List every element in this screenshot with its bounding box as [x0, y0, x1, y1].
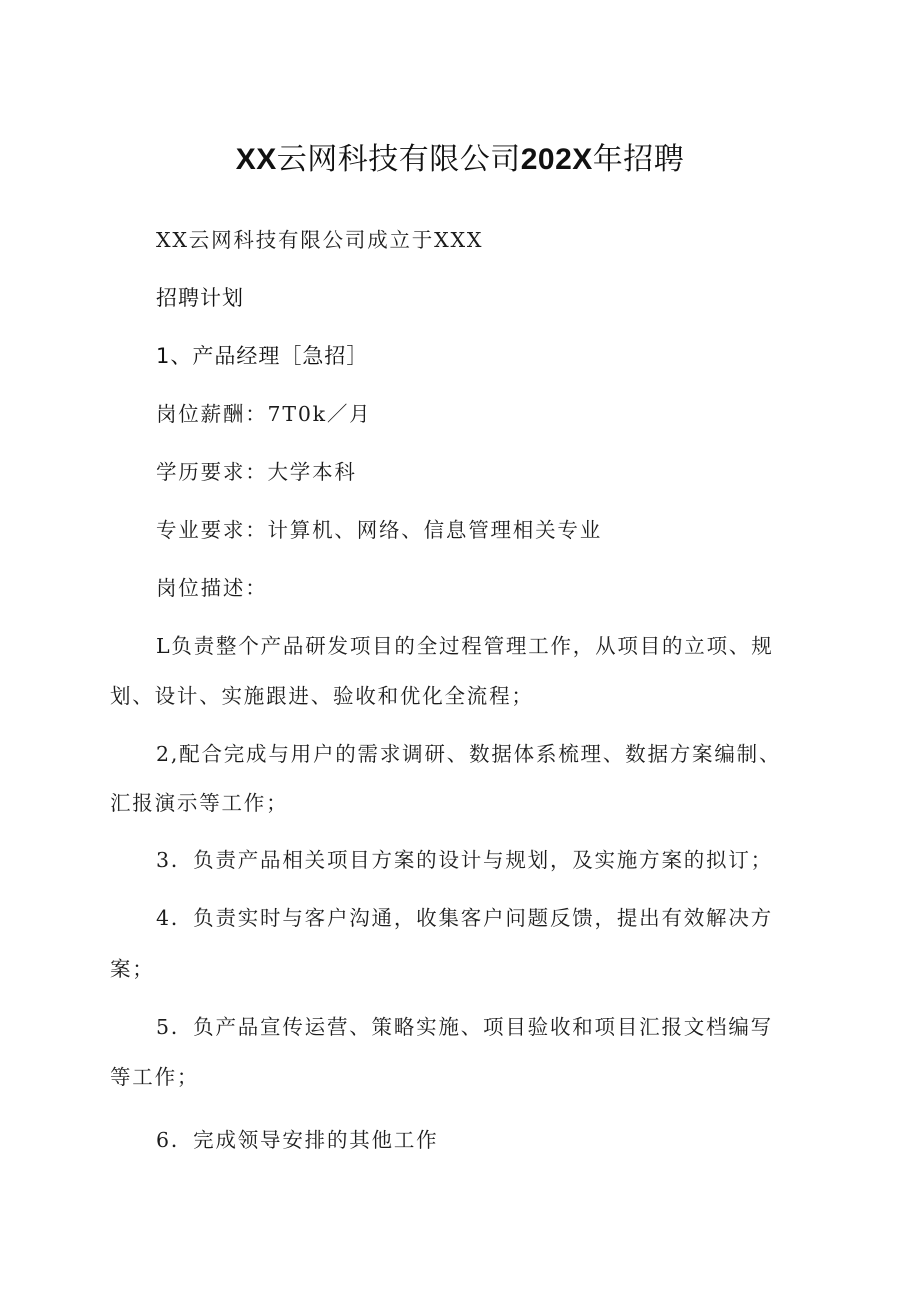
duty-item-line2: 等工作； — [110, 1065, 200, 1089]
duty-item-line1: 4．负责实时与客户沟通，收集客户问题反馈，提出有效解决方 — [156, 906, 773, 930]
section-heading-recruitment-plan: 招聘计划 — [156, 286, 244, 310]
major-line: 专业要求：计算机、网络、信息管理相关专业 — [156, 518, 602, 542]
title-suffix: 年招聘 — [592, 143, 685, 176]
duty-item-line2: 案； — [110, 957, 155, 981]
education-line: 学历要求：大学本科 — [156, 460, 357, 484]
duty-item-line2: 汇报演示等工作； — [110, 791, 289, 815]
title-prefix: XX — [235, 143, 277, 176]
duty-item-line1: 5．负产品宣传运营、策略实施、项目验收和项目汇报文档编写 — [156, 1015, 773, 1039]
position-heading-product-manager: 1、产品经理［急招］ — [156, 344, 369, 368]
title-year: 202X — [520, 143, 593, 176]
document-title — [0, 138, 920, 182]
duty-item-line2: 划、设计、实施跟进、验收和优化全流程； — [110, 684, 534, 708]
duty-item-line1: 6．完成领导安排的其他工作 — [156, 1128, 439, 1152]
duty-item-line1: 3．负责产品相关项目方案的设计与规划，及实施方案的拟订； — [156, 848, 773, 872]
duty-item-line1: L负责整个产品研发项目的全过程管理工作，从项目的立项、规 — [156, 634, 774, 658]
company-intro: XX云网科技有限公司成立于XXX — [156, 228, 484, 252]
title-company: 云网科技有限公司 — [276, 143, 521, 176]
description-label: 岗位描述： — [156, 576, 268, 600]
salary-line: 岗位薪酬：7T0k／月 — [156, 402, 372, 426]
duty-item-line1: 2,配合完成与用户的需求调研、数据体系梳理、数据方案编制、 — [156, 742, 782, 766]
